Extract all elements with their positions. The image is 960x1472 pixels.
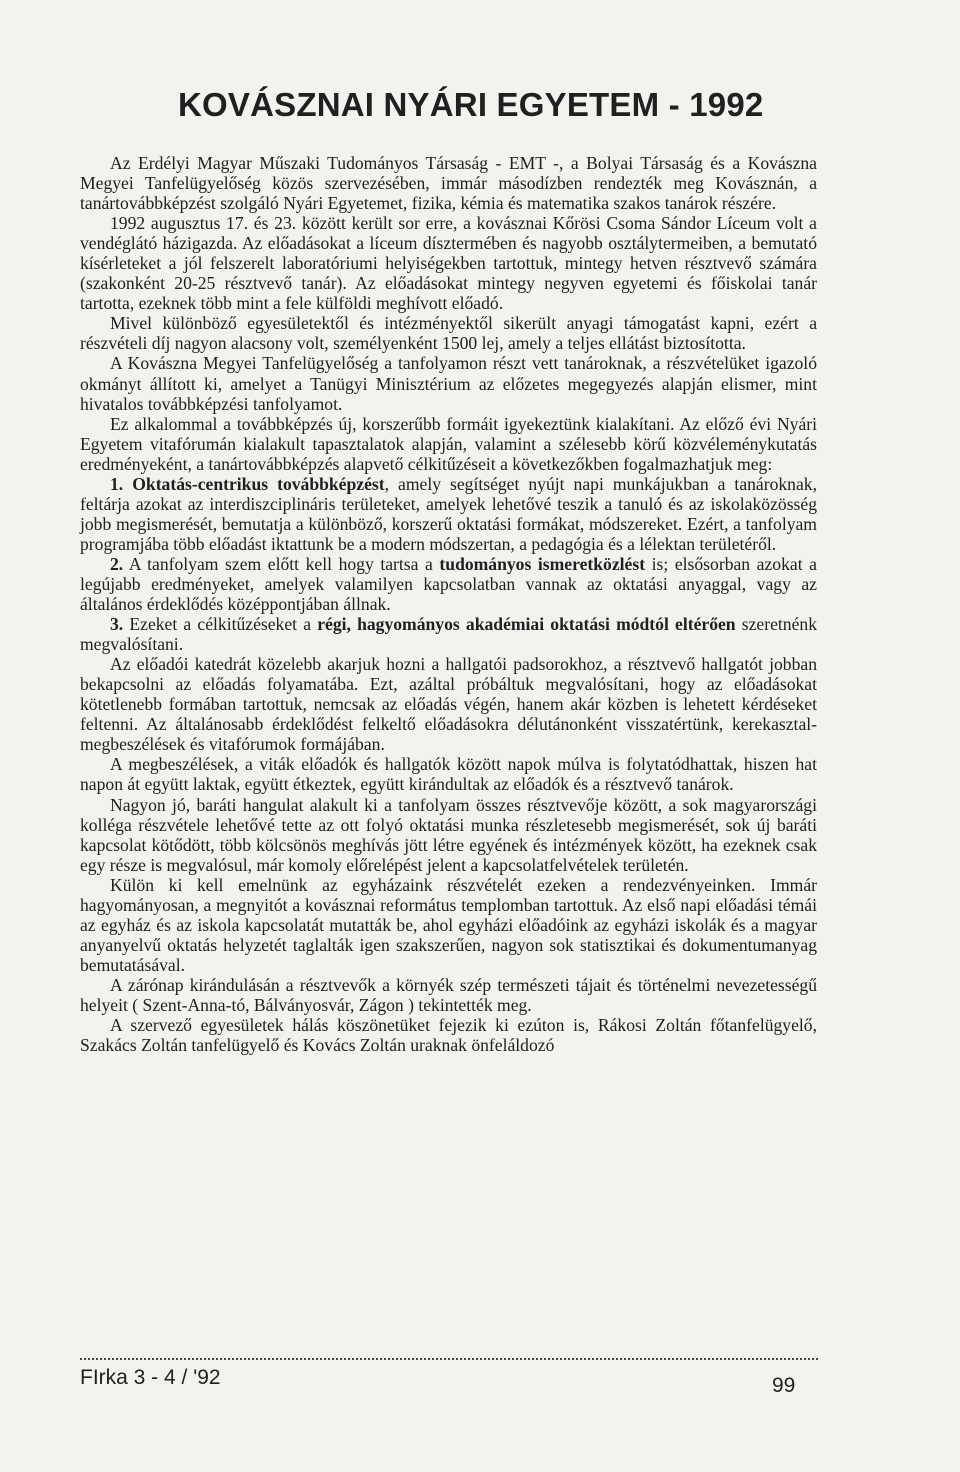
paragraph: A zárónap kirándulásán a résztvevők a környék szép természeti tájait és történelmi nevezetességű helyeit ( Szent-Anna-tó, Bálványosvár, Zágon ) tekintették meg. [80, 974, 817, 1015]
list-item-emphasis: régi, hagyományos akadémiai oktatási módtól eltérően [317, 614, 736, 635]
paragraph: Ez alkalommal a továbbképzés új, korszerűbb formáit igyekeztünk kialakítani. Az előző évi Nyári Egyetem vitafórumán kialakult tapasztalatok alapján, valamint a szélesebb körű közvéleménykutatás eredményeként, a tanártovábbképzés alapvető célkitűzéseit a következőkben fogalmazhatjuk meg: [80, 413, 817, 474]
paragraph: Mivel különböző egyesületektől és intézményektől sikerült anyagi támogatást kapni, ezért a részvételi díj nagyon alacsony volt, személyenként 1500 lej, amely a teljes ellátást biztosította. [80, 313, 817, 354]
list-item-emphasis: tudományos ismeretközlést [439, 553, 646, 574]
list-item-3 [80, 614, 817, 654]
page-number: 99 [772, 1374, 796, 1397]
list-item-text: Ezeket a célkitűzéseket a [129, 614, 318, 635]
footer-divider [80, 1358, 818, 1360]
list-item-text: is; elsősorban azokat a legújabb eredményeket, amelyek valamilyen kapcsolatban vannak az oktatási anyaggal, vagy az általános érdeklődés középpontjában állnak. [80, 553, 817, 615]
journal-issue: FIrka 3 - 4 / '92 [80, 1366, 221, 1389]
paragraph: Az előadói katedrát közelebb akarjuk hozni a hallgatói padsorokhoz, a résztvevő hallgatót jobban bekapcsolni az előadás folyamatába. Ezt, azáltal próbáltuk megvalósítani, hogy az előadásokat kötetlenebb formában tartottuk, nemcsak az előadás végén, hanem akár közben is lehetett kérdéseket feltenni. Az általánosabb érdeklődést felkeltő előadásokra délutánonként visszatértünk, kerekasztal-megbeszélések és vitafórumok formájában. [80, 654, 817, 755]
list-item-text: A tanfolyam szem előtt kell hogy tartsa a [128, 553, 440, 574]
list-item-text: szeretnénk megvalósítani. [80, 614, 817, 655]
list-item-text: , amely segítséget nyújt napi munkájukban a tanároknak, feltárja azokat az interdiszciplináris területeket, amelyek lehetővé teszik a tanuló és az iskolaközösség jobb megismerését, bemutatja a különböző, korszerű oktatási formákat, módszereket. Ezért, a tanfolyam programjába több előadást iktattunk be a modern módszertan, a pedagógia és a lélektan területéről. [80, 473, 817, 554]
paragraph: A Kovászna Megyei Tanfelügyelőség a tanfolyamon részt vett tanároknak, a részvételüket igazoló okmányt állított ki, amelyet a Tanügyi Minisztérium az előzetes megegyezés alapján elismer, mint hivatalos továbbképzési tanfolyamot. [80, 353, 817, 414]
paragraph: 1992 augusztus 17. és 23. között került sor erre, a kovásznai Kőrösi Csoma Sándor Líceum volt a vendéglátó házigazda. Az előadásokat a líceum dísztermében és nagyobb osztálytermeiben, a bemutató kísérleteket a jól felszerelt laboratóriumi helyiségekben tartottuk, mintegy hetven résztvevő számára (szakonként 20-25 résztvevő tanár). Az előadásokat mintegy negyven egyetemi és főiskolai tanár tartotta, ezeknek több mint a fele külföldi meghívott előadó. [80, 213, 817, 314]
paragraph: A megbeszélések, a viták előadók és hallgatók között napok múlva is folytatódhattak, hiszen hat napon át együtt laktak, együtt étkeztek, együtt kirándultak az előadók és a résztvevő tanárok. [80, 754, 817, 795]
list-item-1 [80, 474, 817, 554]
list-item-emphasis: Oktatás-centrikus továbbképzést [132, 473, 385, 494]
list-item-number: 2. [110, 553, 124, 574]
paragraph: A szervező egyesületek hálás köszönetüket fejezik ki ezúton is, Rákosi Zoltán főtanfelügyelő, Szakács Zoltán tanfelügyelő és Kovács Zoltán uraknak önfeláldozó [80, 1015, 817, 1056]
list-item-number: 3. [110, 614, 124, 635]
page-title: KOVÁSZNAI NYÁRI EGYETEM - 1992 [178, 86, 764, 123]
paragraph: Az Erdélyi Magyar Műszaki Tudományos Társaság - EMT -, a Bolyai Társaság és a Kovászna Megyei Tanfelügyelőség közös szervezésében, immár másodízben rendezték meg Kovásznán, a tanártovábbképzést szolgáló Nyári Egyetemet, fizika, kémia és matematika szakos tanárok részére. [80, 153, 817, 214]
paragraph: Nagyon jó, baráti hangulat alakult ki a tanfolyam összes résztvevője között, a sok magyarországi kolléga részvétele lehetővé tette az ott folyó oktatási munka részletesebb megismerését, sok új baráti kapcsolat kötődött, több kölcsönös meghívás jött létre egyének és intézmények között, ha ezeknek csak egy része is megvalósul, már komoly előrelépést jelent a kapcsolatfelvételek területén. [80, 794, 817, 875]
article-body [80, 153, 817, 1055]
list-item-number: 1. [110, 473, 124, 494]
paragraph: Külön ki kell emelnünk az egyházaink részvételét ezeken a rendezvényeinken. Immár hagyományosan, a megnyitót a kovásznai református templomban tartottuk. Az első napi előadási témái az egyház és az iskola kapcsolatát mutatták be, ahol egyházi előadóink az egyházi iskolák és a magyar anyanyelvű oktatás helyzetét taglalták igen szakszerűen, nagyon sok statisztikai és dokumentumanyag bemutatásával. [80, 874, 817, 975]
list-item-2 [80, 554, 817, 614]
